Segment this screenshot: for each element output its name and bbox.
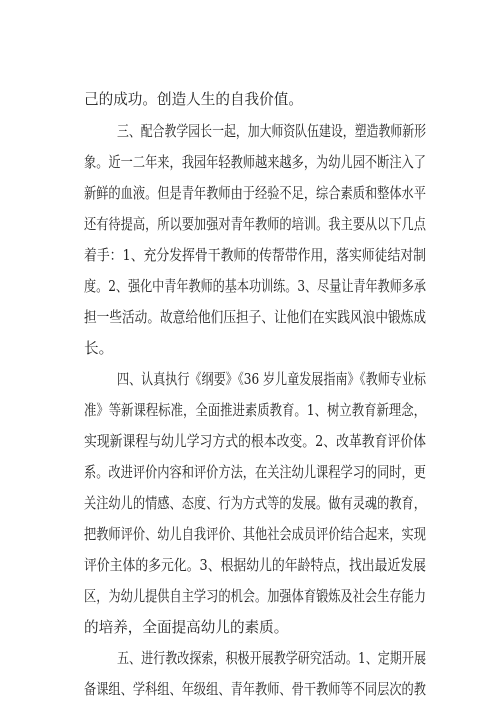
text-line: 还有待提高，所以要加强对青年教师的培训。我主要从以下几点 bbox=[84, 216, 426, 233]
text-line: 实现新课程与幼儿学习方式的根本改变。2、改革教育评价体 bbox=[84, 433, 427, 450]
text-line: 着手：1、充分发挥骨干教师的传帮带作用，落实师徒结对制 bbox=[84, 247, 427, 264]
text-line: 长。 bbox=[84, 340, 114, 357]
text-line: 五、进行教改探索，积极开展教学研究活动。1、定期开展 bbox=[117, 650, 427, 667]
text-line: 备课组、学科组、年级组、青年教师、骨干教师等不同层次的教 bbox=[84, 681, 426, 698]
text-line: 把教师评价、幼儿自我评价、其他社会成员评价结合起来，实现 bbox=[84, 526, 426, 543]
text-line: 关注幼儿的情感、态度、行为方式等的发展。做有灵魂的教育， bbox=[84, 495, 426, 512]
text-line: 系。改进评价内容和评价方法，在关注幼儿课程学习的同时，更 bbox=[84, 464, 426, 481]
text-line: 评价主体的多元化。3、根据幼儿的年龄特点，找出最近发展 bbox=[84, 557, 427, 574]
text-line: 象。近一二年来，我园年轻教师越来越多，为幼儿园不断注入了 bbox=[84, 154, 426, 171]
text-line: 担一些活动。故意给他们压担子、让他们在实践风浪中锻炼成 bbox=[84, 309, 426, 326]
text-line: 己的成功。创造人生的自我价值。 bbox=[84, 91, 303, 108]
text-line: 准》等新课程标准，全面推进素质教育。1、树立教育新理念， bbox=[84, 402, 426, 419]
text-line: 四、认真执行《纲要》《36 岁儿童发展指南》《教师专业标 bbox=[117, 371, 427, 388]
text-line: 新鲜的血液。但是青年教师由于经验不足，综合素质和整体水平 bbox=[84, 185, 426, 202]
text-line: 度。2、强化中青年教师的基本功训练。3、尽量让青年教师多承 bbox=[84, 278, 427, 295]
text-line: 的培养，全面提高幼儿的素质。 bbox=[84, 619, 289, 636]
text-line: 区，为幼儿提供自主学习的机会。加强体育锻炼及社会生存能力 bbox=[84, 588, 426, 605]
text-line: 三、配合教学园长一起，加大师资队伍建设，塑造教师新形 bbox=[117, 123, 426, 140]
